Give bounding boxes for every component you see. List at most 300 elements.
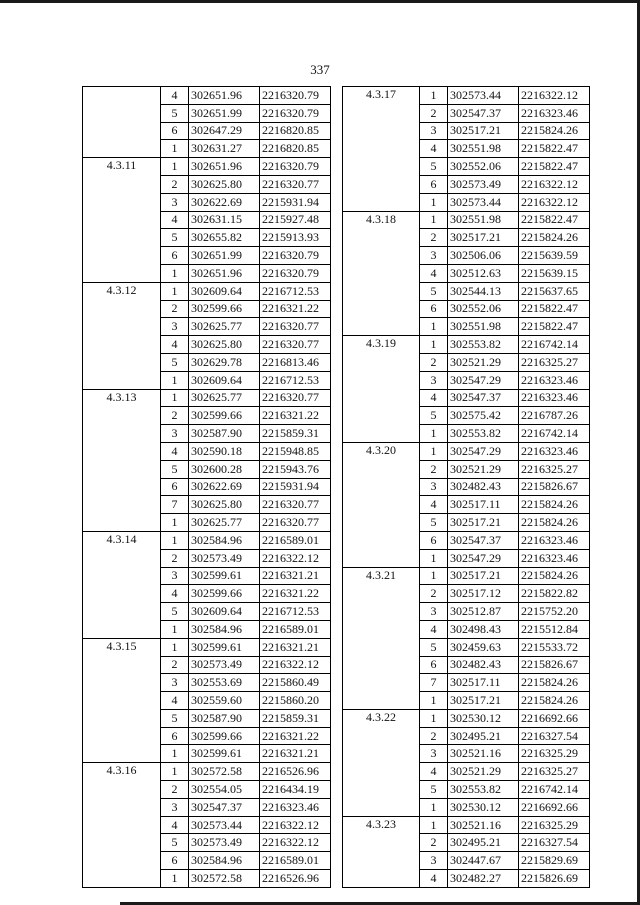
- table-row: [83, 531, 331, 549]
- point-number-cell: 4: [420, 496, 448, 514]
- point-number-cell: 4: [161, 816, 189, 834]
- y-coordinate-cell: 2215822.47: [519, 318, 590, 336]
- y-coordinate-cell: 2215860.20: [260, 692, 331, 710]
- y-coordinate-cell: 2216321.22: [260, 585, 331, 603]
- point-number-cell: 2: [420, 834, 448, 852]
- table-row: [83, 763, 331, 781]
- x-coordinate-cell: 302629.78: [189, 353, 260, 371]
- point-number-cell: 3: [420, 247, 448, 265]
- point-number-cell: 3: [420, 603, 448, 621]
- table-row: [343, 318, 590, 336]
- group-id-cell: [343, 371, 420, 389]
- x-coordinate-cell: 302573.49: [189, 656, 260, 674]
- group-id-cell: [83, 478, 161, 496]
- x-coordinate-cell: 302498.43: [448, 620, 519, 638]
- group-id-cell: [83, 247, 161, 265]
- group-id-cell: [83, 496, 161, 514]
- y-coordinate-cell: 2216323.46: [519, 371, 590, 389]
- group-id-cell: 4.3.15: [83, 638, 161, 656]
- point-number-cell: 1: [161, 158, 189, 176]
- table-row: [83, 371, 331, 389]
- point-number-cell: 6: [161, 247, 189, 265]
- x-coordinate-cell: 302572.58: [189, 763, 260, 781]
- y-coordinate-cell: 2215943.76: [260, 460, 331, 478]
- y-coordinate-cell: 2216526.96: [260, 870, 331, 888]
- x-coordinate-cell: 302517.21: [448, 692, 519, 710]
- x-coordinate-cell: 302599.61: [189, 638, 260, 656]
- table-row: [83, 603, 331, 621]
- y-coordinate-cell: 2215859.31: [260, 709, 331, 727]
- group-id-cell: [83, 407, 161, 425]
- table-row: [83, 798, 331, 816]
- group-id-cell: [83, 603, 161, 621]
- table-row: [83, 389, 331, 407]
- group-id-cell: [343, 247, 420, 265]
- table-row: [343, 407, 590, 425]
- table-row: [83, 478, 331, 496]
- table-row: [343, 282, 590, 300]
- table-row: [83, 122, 331, 140]
- point-number-cell: 4: [420, 620, 448, 638]
- x-coordinate-cell: 302459.63: [448, 638, 519, 656]
- point-number-cell: 1: [161, 638, 189, 656]
- x-coordinate-cell: 302651.96: [189, 87, 260, 105]
- x-coordinate-cell: 302495.21: [448, 727, 519, 745]
- x-coordinate-cell: 302651.99: [189, 247, 260, 265]
- point-number-cell: 2: [161, 781, 189, 799]
- x-coordinate-cell: 302573.44: [448, 193, 519, 211]
- y-coordinate-cell: 2215824.26: [519, 496, 590, 514]
- y-coordinate-cell: 2215859.31: [260, 425, 331, 443]
- group-id-cell: [343, 175, 420, 193]
- table-row: [83, 353, 331, 371]
- table-row: [343, 389, 590, 407]
- table-row: [83, 407, 331, 425]
- table-row: [343, 460, 590, 478]
- table-row: [83, 816, 331, 834]
- table-row: [343, 371, 590, 389]
- x-coordinate-cell: 302584.96: [189, 852, 260, 870]
- x-coordinate-cell: 302447.67: [448, 852, 519, 870]
- group-id-cell: [83, 781, 161, 799]
- point-number-cell: 5: [161, 460, 189, 478]
- group-id-cell: [343, 229, 420, 247]
- group-id-cell: [83, 175, 161, 193]
- y-coordinate-cell: 2216692.66: [519, 709, 590, 727]
- point-number-cell: 4: [161, 692, 189, 710]
- group-id-cell: [343, 158, 420, 176]
- group-id-cell: [83, 585, 161, 603]
- group-id-cell: [343, 478, 420, 496]
- point-number-cell: 3: [161, 425, 189, 443]
- y-coordinate-cell: 2216327.54: [519, 727, 590, 745]
- group-id-cell: [343, 656, 420, 674]
- point-number-cell: 5: [420, 781, 448, 799]
- x-coordinate-cell: 302530.12: [448, 709, 519, 727]
- table-row: [83, 211, 331, 229]
- group-id-cell: [83, 211, 161, 229]
- group-id-cell: [343, 514, 420, 532]
- table-row: [343, 852, 590, 870]
- table-row: [343, 656, 590, 674]
- table-row: [343, 727, 590, 745]
- table-row: [343, 478, 590, 496]
- table-row: [343, 674, 590, 692]
- group-id-cell: [343, 104, 420, 122]
- group-id-cell: [83, 229, 161, 247]
- table-row: [83, 282, 331, 300]
- x-coordinate-cell: 302622.69: [189, 478, 260, 496]
- group-id-cell: [83, 745, 161, 763]
- y-coordinate-cell: 2216320.77: [260, 389, 331, 407]
- y-coordinate-cell: 2216325.29: [519, 745, 590, 763]
- group-id-cell: [343, 531, 420, 549]
- table-row: [343, 620, 590, 638]
- table-row: [83, 709, 331, 727]
- y-coordinate-cell: 2215822.47: [519, 140, 590, 158]
- y-coordinate-cell: 2216322.12: [260, 834, 331, 852]
- y-coordinate-cell: 2216321.21: [260, 638, 331, 656]
- group-id-cell: [343, 460, 420, 478]
- table-row: [343, 496, 590, 514]
- y-coordinate-cell: 2216323.46: [519, 442, 590, 460]
- point-number-cell: 1: [161, 140, 189, 158]
- table-row: [83, 834, 331, 852]
- point-number-cell: 4: [420, 389, 448, 407]
- x-coordinate-cell: 302625.77: [189, 514, 260, 532]
- x-coordinate-cell: 302609.64: [189, 282, 260, 300]
- table-row: [343, 104, 590, 122]
- y-coordinate-cell: 2215931.94: [260, 193, 331, 211]
- x-coordinate-cell: 302521.16: [448, 745, 519, 763]
- table-row: [83, 870, 331, 888]
- group-id-cell: [83, 300, 161, 318]
- y-coordinate-cell: 2216321.21: [260, 745, 331, 763]
- x-coordinate-cell: 302547.29: [448, 442, 519, 460]
- point-number-cell: 3: [161, 798, 189, 816]
- table-row: [83, 620, 331, 638]
- table-row: [83, 852, 331, 870]
- table-row: [343, 336, 590, 354]
- x-coordinate-cell: 302573.49: [189, 549, 260, 567]
- point-number-cell: 3: [420, 745, 448, 763]
- group-id-cell: [83, 460, 161, 478]
- y-coordinate-cell: 2216323.46: [260, 798, 331, 816]
- table-row: [343, 781, 590, 799]
- point-number-cell: 1: [161, 282, 189, 300]
- group-id-cell: [343, 122, 420, 140]
- point-number-cell: 6: [161, 727, 189, 745]
- group-id-cell: [83, 798, 161, 816]
- group-id-cell: 4.3.23: [343, 816, 420, 834]
- group-id-cell: [343, 692, 420, 710]
- y-coordinate-cell: 2216320.77: [260, 496, 331, 514]
- table-row: [343, 567, 590, 585]
- group-id-cell: [343, 870, 420, 888]
- y-coordinate-cell: 2216323.46: [519, 531, 590, 549]
- table-row: [83, 638, 331, 656]
- x-coordinate-cell: 302599.66: [189, 727, 260, 745]
- y-coordinate-cell: 2215824.26: [519, 122, 590, 140]
- y-coordinate-cell: 2215826.69: [519, 870, 590, 888]
- group-id-cell: [83, 193, 161, 211]
- group-id-cell: [343, 674, 420, 692]
- y-coordinate-cell: 2216813.46: [260, 353, 331, 371]
- point-number-cell: 2: [420, 727, 448, 745]
- table-row: [343, 140, 590, 158]
- x-coordinate-cell: 302609.64: [189, 371, 260, 389]
- group-id-cell: [83, 514, 161, 532]
- table-row: [83, 140, 331, 158]
- y-coordinate-cell: 2216320.79: [260, 247, 331, 265]
- table-row: [343, 763, 590, 781]
- point-number-cell: 1: [161, 870, 189, 888]
- x-coordinate-cell: 302573.44: [448, 87, 519, 105]
- x-coordinate-cell: 302625.77: [189, 389, 260, 407]
- point-number-cell: 2: [161, 407, 189, 425]
- y-coordinate-cell: 2215752.20: [519, 603, 590, 621]
- group-id-cell: [83, 567, 161, 585]
- x-coordinate-cell: 302575.42: [448, 407, 519, 425]
- point-number-cell: 5: [420, 638, 448, 656]
- point-number-cell: 1: [161, 264, 189, 282]
- x-coordinate-cell: 302547.37: [189, 798, 260, 816]
- group-id-cell: [343, 638, 420, 656]
- point-number-cell: 1: [161, 745, 189, 763]
- point-number-cell: 1: [420, 798, 448, 816]
- point-number-cell: 2: [161, 175, 189, 193]
- table-row: [343, 549, 590, 567]
- table-row: [343, 158, 590, 176]
- point-number-cell: 1: [420, 87, 448, 105]
- coordinates-table-left: [82, 86, 331, 888]
- group-id-cell: [83, 674, 161, 692]
- table-row: [343, 816, 590, 834]
- x-coordinate-cell: 302651.96: [189, 264, 260, 282]
- table-row: [343, 264, 590, 282]
- group-id-cell: [343, 425, 420, 443]
- x-coordinate-cell: 302553.82: [448, 781, 519, 799]
- group-id-cell: [343, 763, 420, 781]
- point-number-cell: 2: [161, 300, 189, 318]
- x-coordinate-cell: 302573.49: [189, 834, 260, 852]
- group-id-cell: [343, 585, 420, 603]
- y-coordinate-cell: 2216322.12: [519, 193, 590, 211]
- x-coordinate-cell: 302631.27: [189, 140, 260, 158]
- x-coordinate-cell: 302552.06: [448, 158, 519, 176]
- y-coordinate-cell: 2216325.27: [519, 353, 590, 371]
- x-coordinate-cell: 302482.27: [448, 870, 519, 888]
- x-coordinate-cell: 302517.11: [448, 674, 519, 692]
- y-coordinate-cell: 2216589.01: [260, 852, 331, 870]
- y-coordinate-cell: 2216742.14: [519, 781, 590, 799]
- group-id-cell: [343, 781, 420, 799]
- table-row: [83, 674, 331, 692]
- y-coordinate-cell: 2215639.59: [519, 247, 590, 265]
- y-coordinate-cell: 2216589.01: [260, 531, 331, 549]
- group-id-cell: [343, 353, 420, 371]
- point-number-cell: 1: [420, 193, 448, 211]
- group-id-cell: [83, 816, 161, 834]
- point-number-cell: 6: [420, 175, 448, 193]
- group-id-cell: 4.3.22: [343, 709, 420, 727]
- group-id-cell: [83, 709, 161, 727]
- table-row: [343, 585, 590, 603]
- y-coordinate-cell: 2216320.79: [260, 158, 331, 176]
- x-coordinate-cell: 302587.90: [189, 709, 260, 727]
- point-number-cell: 5: [161, 834, 189, 852]
- y-coordinate-cell: 2216712.53: [260, 603, 331, 621]
- table-row: [83, 496, 331, 514]
- y-coordinate-cell: 2216742.14: [519, 425, 590, 443]
- x-coordinate-cell: 302651.96: [189, 158, 260, 176]
- group-id-cell: [343, 603, 420, 621]
- x-coordinate-cell: 302572.58: [189, 870, 260, 888]
- y-coordinate-cell: 2215824.26: [519, 514, 590, 532]
- group-id-cell: 4.3.18: [343, 211, 420, 229]
- x-coordinate-cell: 302512.63: [448, 264, 519, 282]
- point-number-cell: 6: [161, 852, 189, 870]
- group-id-cell: [343, 496, 420, 514]
- y-coordinate-cell: 2215860.49: [260, 674, 331, 692]
- point-number-cell: 3: [161, 193, 189, 211]
- table-row: [83, 247, 331, 265]
- group-id-cell: [343, 834, 420, 852]
- table-row: [83, 193, 331, 211]
- group-id-cell: [343, 300, 420, 318]
- x-coordinate-cell: 302590.18: [189, 442, 260, 460]
- table-row: [343, 531, 590, 549]
- group-id-cell: [83, 104, 161, 122]
- table-row: [343, 870, 590, 888]
- table-row: [83, 175, 331, 193]
- point-number-cell: 1: [420, 692, 448, 710]
- point-number-cell: 1: [161, 531, 189, 549]
- y-coordinate-cell: 2216325.29: [519, 816, 590, 834]
- table-row: [343, 247, 590, 265]
- point-number-cell: 3: [161, 567, 189, 585]
- x-coordinate-cell: 302625.80: [189, 175, 260, 193]
- point-number-cell: 2: [420, 104, 448, 122]
- table-row: [83, 781, 331, 799]
- x-coordinate-cell: 302655.82: [189, 229, 260, 247]
- group-id-cell: [83, 442, 161, 460]
- y-coordinate-cell: 2215927.48: [260, 211, 331, 229]
- group-id-cell: 4.3.21: [343, 567, 420, 585]
- point-number-cell: 1: [420, 549, 448, 567]
- point-number-cell: 1: [161, 389, 189, 407]
- point-number-cell: 6: [420, 300, 448, 318]
- group-id-cell: 4.3.14: [83, 531, 161, 549]
- x-coordinate-cell: 302517.21: [448, 122, 519, 140]
- point-number-cell: 6: [161, 478, 189, 496]
- x-coordinate-cell: 302517.11: [448, 496, 519, 514]
- x-coordinate-cell: 302600.28: [189, 460, 260, 478]
- table-row: [83, 460, 331, 478]
- group-id-cell: [343, 193, 420, 211]
- table-row: [83, 336, 331, 354]
- group-id-cell: [343, 549, 420, 567]
- x-coordinate-cell: 302584.96: [189, 531, 260, 549]
- y-coordinate-cell: 2215822.82: [519, 585, 590, 603]
- point-number-cell: 1: [161, 371, 189, 389]
- point-number-cell: 6: [420, 656, 448, 674]
- x-coordinate-cell: 302547.29: [448, 549, 519, 567]
- group-id-cell: [343, 282, 420, 300]
- x-coordinate-cell: 302559.60: [189, 692, 260, 710]
- group-id-cell: 4.3.11: [83, 158, 161, 176]
- x-coordinate-cell: 302547.37: [448, 104, 519, 122]
- x-coordinate-cell: 302625.77: [189, 318, 260, 336]
- point-number-cell: 6: [420, 531, 448, 549]
- group-id-cell: [343, 264, 420, 282]
- group-id-cell: [83, 727, 161, 745]
- x-coordinate-cell: 302553.82: [448, 336, 519, 354]
- group-id-cell: [343, 407, 420, 425]
- y-coordinate-cell: 2215824.26: [519, 567, 590, 585]
- point-number-cell: 5: [161, 229, 189, 247]
- point-number-cell: 1: [420, 709, 448, 727]
- x-coordinate-cell: 302547.37: [448, 389, 519, 407]
- y-coordinate-cell: 2215822.47: [519, 300, 590, 318]
- x-coordinate-cell: 302521.29: [448, 763, 519, 781]
- table-row: [83, 425, 331, 443]
- x-coordinate-cell: 302521.29: [448, 353, 519, 371]
- table-row: [83, 692, 331, 710]
- x-coordinate-cell: 302584.96: [189, 620, 260, 638]
- group-id-cell: [343, 620, 420, 638]
- x-coordinate-cell: 302625.80: [189, 496, 260, 514]
- point-number-cell: 4: [161, 211, 189, 229]
- x-coordinate-cell: 302506.06: [448, 247, 519, 265]
- y-coordinate-cell: 2216322.12: [519, 87, 590, 105]
- table-row: [343, 638, 590, 656]
- y-coordinate-cell: 2216323.46: [519, 549, 590, 567]
- table-row: [343, 211, 590, 229]
- y-coordinate-cell: 2216589.01: [260, 620, 331, 638]
- group-id-cell: [83, 870, 161, 888]
- y-coordinate-cell: 2216820.85: [260, 122, 331, 140]
- point-number-cell: 1: [420, 442, 448, 460]
- point-number-cell: 5: [161, 603, 189, 621]
- x-coordinate-cell: 302547.29: [448, 371, 519, 389]
- y-coordinate-cell: 2216712.53: [260, 371, 331, 389]
- y-coordinate-cell: 2216323.46: [519, 389, 590, 407]
- point-number-cell: 3: [420, 852, 448, 870]
- table-row: [343, 300, 590, 318]
- table-row: [83, 87, 331, 105]
- x-coordinate-cell: 302553.69: [189, 674, 260, 692]
- y-coordinate-cell: 2215639.15: [519, 264, 590, 282]
- y-coordinate-cell: 2216322.12: [260, 816, 331, 834]
- x-coordinate-cell: 302599.61: [189, 745, 260, 763]
- x-coordinate-cell: 302631.15: [189, 211, 260, 229]
- group-id-cell: [83, 425, 161, 443]
- table-row: [343, 87, 590, 105]
- group-id-cell: [83, 264, 161, 282]
- group-id-cell: [343, 852, 420, 870]
- x-coordinate-cell: 302573.44: [189, 816, 260, 834]
- group-id-cell: [83, 353, 161, 371]
- table-row: [83, 442, 331, 460]
- group-id-cell: [83, 620, 161, 638]
- y-coordinate-cell: 2216526.96: [260, 763, 331, 781]
- x-coordinate-cell: 302517.21: [448, 567, 519, 585]
- x-coordinate-cell: 302554.05: [189, 781, 260, 799]
- x-coordinate-cell: 302609.64: [189, 603, 260, 621]
- y-coordinate-cell: 2216434.19: [260, 781, 331, 799]
- table-row: [343, 122, 590, 140]
